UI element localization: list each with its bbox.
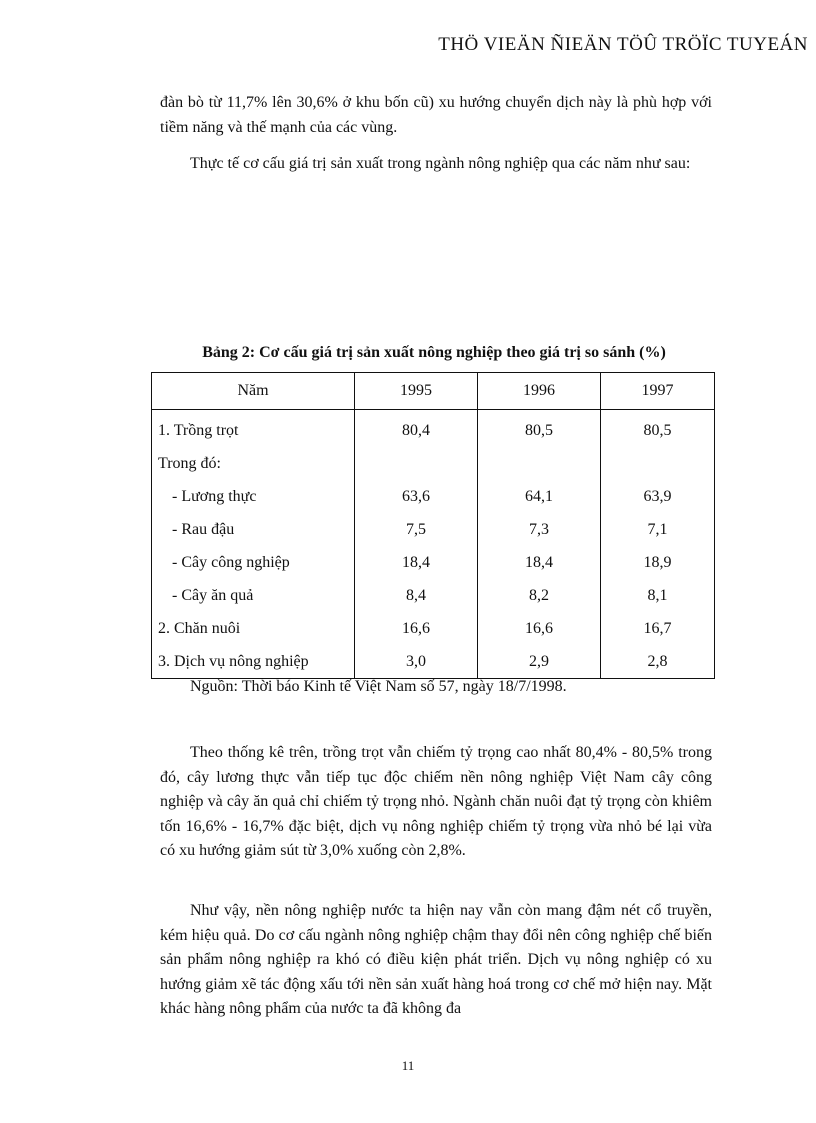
- header-cell-1995: 1995: [355, 373, 478, 410]
- paragraph-3-text: Theo thống kê trên, trồng trọt vẫn chiếm tỷ trọng cao nhất 80,4% - 80,5% trong đó, cây lương thực vẫn tiếp tục độc chiếm nền nông nghiệp Việt Nam cây công nghiệp và cây ăn quả chỉ chiếm tỷ trọng nhỏ. Ngành chăn nuôi đạt tỷ trọng còn khiêm tốn 16,6% - 16,7% đặc biệt, dịch vụ nông nghiệp chiếm tỷ trọng vừa nhỏ bé lại vừa có xu hướng giảm sút từ 3,0% xuống còn 2,8%.: [160, 744, 712, 859]
- page-number: 11: [401, 1058, 415, 1073]
- cell-value: 2,8: [601, 645, 715, 679]
- row-label: 1. Trồng trọt: [152, 410, 355, 448]
- cell-value: 18,4: [478, 546, 601, 579]
- cell-value: 16,7: [601, 612, 715, 645]
- cell-value: 63,6: [355, 480, 478, 513]
- table-row: [152, 447, 715, 480]
- table-row: [152, 546, 715, 579]
- table-row: [152, 645, 715, 679]
- row-label: Trong đó:: [152, 447, 355, 480]
- cell-value: 8,1: [601, 579, 715, 612]
- cell-value: 7,5: [355, 513, 478, 546]
- cell-value: 18,4: [355, 546, 478, 579]
- paragraph-4-text: Như vậy, nền nông nghiệp nước ta hiện nay vẫn còn mang đậm nét cổ truyền, kém hiệu quả. Do cơ cấu ngành nông nghiệp chậm thay đổi nên công nghiệp chế biến sản phẩm nông nghiệp ra khó có điều kiện phát triển. Dịch vụ nông nghiệp có xu hướng giảm xẽ tác động xấu tới nền sản xuất hàng hoá trong cơ chế mở hiện nay. Mặt khác hàng nông phẩm của nước ta đã không đa: [160, 902, 712, 1017]
- cell-value: 16,6: [478, 612, 601, 645]
- table-row: [152, 612, 715, 645]
- row-label: - Cây ăn quả: [152, 579, 355, 612]
- row-label: - Rau đậu: [152, 513, 355, 546]
- table-source-note: Nguồn: Thời báo Kinh tế Việt Nam số 57, ngày 18/7/1998.: [190, 678, 567, 695]
- header-cell-year: Năm: [152, 373, 355, 410]
- row-label: - Cây công nghiệp: [152, 546, 355, 579]
- paragraph-4: [160, 899, 712, 1022]
- cell-value: [601, 447, 715, 480]
- table-header-row: [152, 373, 715, 410]
- cell-value: 63,9: [601, 480, 715, 513]
- paragraph-1-text: đàn bò từ 11,7% lên 30,6% ở khu bốn cũ) xu hướng chuyển dịch này là phù hợp với tiềm năng và thế mạnh của các vùng.: [160, 94, 712, 136]
- agriculture-structure-table: [151, 372, 715, 679]
- row-label: - Lương thực: [152, 480, 355, 513]
- cell-value: 8,2: [478, 579, 601, 612]
- cell-value: 64,1: [478, 480, 601, 513]
- cell-value: 80,5: [478, 410, 601, 448]
- cell-value: 80,4: [355, 410, 478, 448]
- header-cell-1996: 1996: [478, 373, 601, 410]
- cell-value: [355, 447, 478, 480]
- table-row: [152, 579, 715, 612]
- cell-value: 8,4: [355, 579, 478, 612]
- page-header: THÖ VIEÄN ÑIEÄN TÖÛ TRÖÏC TUYEÁN: [438, 34, 808, 55]
- cell-value: 7,3: [478, 513, 601, 546]
- row-label: 3. Dịch vụ nông nghiệp: [152, 645, 355, 679]
- table-row: [152, 480, 715, 513]
- paragraph-1: [160, 91, 712, 140]
- paragraph-3: [160, 741, 712, 864]
- cell-value: 2,9: [478, 645, 601, 679]
- cell-value: 3,0: [355, 645, 478, 679]
- paragraph-2: [160, 152, 712, 177]
- cell-value: 80,5: [601, 410, 715, 448]
- table-row: [152, 513, 715, 546]
- cell-value: [478, 447, 601, 480]
- table-caption: Bảng 2: Cơ cấu giá trị sản xuất nông nghiệp theo giá trị so sánh (%): [202, 344, 666, 361]
- table-row: [152, 410, 715, 448]
- row-label: 2. Chăn nuôi: [152, 612, 355, 645]
- cell-value: 7,1: [601, 513, 715, 546]
- paragraph-2-text: Thực tế cơ cấu giá trị sản xuất trong ngành nông nghiệp qua các năm như sau:: [190, 155, 691, 172]
- cell-value: 16,6: [355, 612, 478, 645]
- header-cell-1997: 1997: [601, 373, 715, 410]
- cell-value: 18,9: [601, 546, 715, 579]
